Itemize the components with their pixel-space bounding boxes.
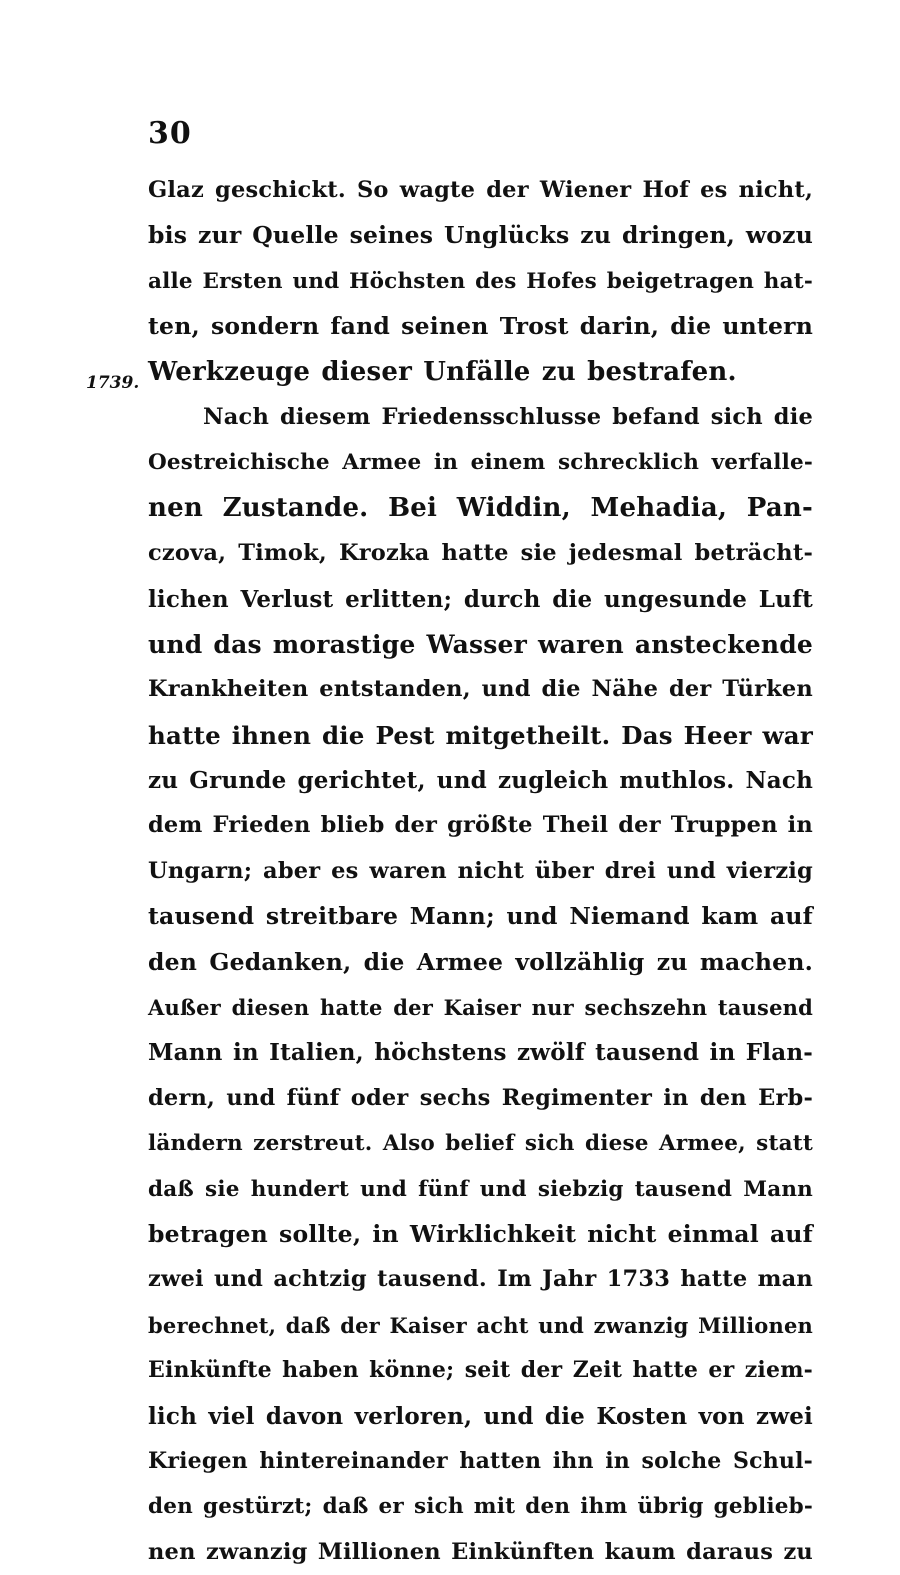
- text-line: Werkzeuge dieser Unfälle zu bestrafen.: [148, 356, 737, 387]
- text-line: und das morastige Wasser waren ansteckende: [148, 629, 813, 659]
- text-line: zwei und achtzig tausend. Im Jahr 1733 hatte man: [148, 1266, 813, 1293]
- text-line: lich viel davon verloren, und die Kosten von zwei: [148, 1402, 813, 1430]
- text-line: den Gedanken, die Armee vollzählig zu machen.: [148, 947, 813, 976]
- text-line: Einkünfte haben könne; seit der Zeit hatte er ziem-: [148, 1357, 813, 1384]
- text-line: Ungarn; aber es waren nicht über drei und vierzig: [148, 857, 813, 884]
- text-line: lichen Verlust erlitten; durch die ungesunde Luft: [148, 585, 813, 613]
- margin-year-note: 1739.: [86, 373, 140, 393]
- text-line: Außer diesen hatte der Kaiser nur sechszehn tausend: [148, 995, 813, 1021]
- text-line: Glaz geschickt. So wagte der Wiener Hof es nicht,: [148, 177, 813, 203]
- text-line: Kriegen hintereinander hatten ihn in solche Schul-: [148, 1447, 813, 1474]
- body-text: [148, 168, 813, 1575]
- text-line: Oestreichische Armee in einem schrecklich verfalle-: [148, 450, 813, 476]
- text-line: bis zur Quelle seines Unglücks zu dringen, wozu: [148, 221, 813, 250]
- text-line: ten, sondern fand seinen Trost darin, die untern: [148, 312, 813, 341]
- text-line: betragen sollte, in Wirklichkeit nicht einmal auf: [148, 1219, 813, 1248]
- text-line: hatte ihnen die Pest mitgetheilt. Das Heer war: [148, 720, 813, 750]
- text-line: Mann in Italien, höchstens zwölf tausend in Flan-: [148, 1039, 813, 1067]
- text-line: den gestürzt; daß er sich mit den ihm übrig geblieb-: [148, 1494, 813, 1520]
- page-number: 30: [148, 116, 192, 151]
- text-line: tausend streitbare Mann; und Niemand kam auf: [148, 902, 813, 931]
- text-line: ländern zerstreut. Also belief sich diese Armee, statt: [148, 1131, 813, 1157]
- text-line: alle Ersten und Höchsten des Hofes beigetragen hat-: [148, 268, 813, 294]
- text-line: dem Frieden blieb der größte Theil der Truppen in: [148, 812, 813, 839]
- text-line: nen Zustande. Bei Widdin, Mehadia, Pan-: [148, 492, 813, 523]
- text-line: berechnet, daß der Kaiser acht und zwanzig Millionen: [148, 1312, 813, 1338]
- text-line: daß sie hundert und fünf und siebzig tausend Mann: [148, 1176, 813, 1202]
- text-line: Nach diesem Friedensschlusse befand sich die: [203, 403, 813, 430]
- text-line: czova, Timok, Krozka hatte sie jedesmal beträcht-: [148, 540, 813, 567]
- text-line: Krankheiten entstanden, und die Nähe der Türken: [148, 676, 813, 703]
- text-line: nen zwanzig Millionen Einkünften kaum daraus zu: [148, 1538, 813, 1565]
- text-line: dern, und fünf oder sechs Regimenter in den Erb-: [148, 1084, 813, 1111]
- text-line: zu Grunde gerichtet, und zugleich muthlos. Nach: [148, 767, 813, 795]
